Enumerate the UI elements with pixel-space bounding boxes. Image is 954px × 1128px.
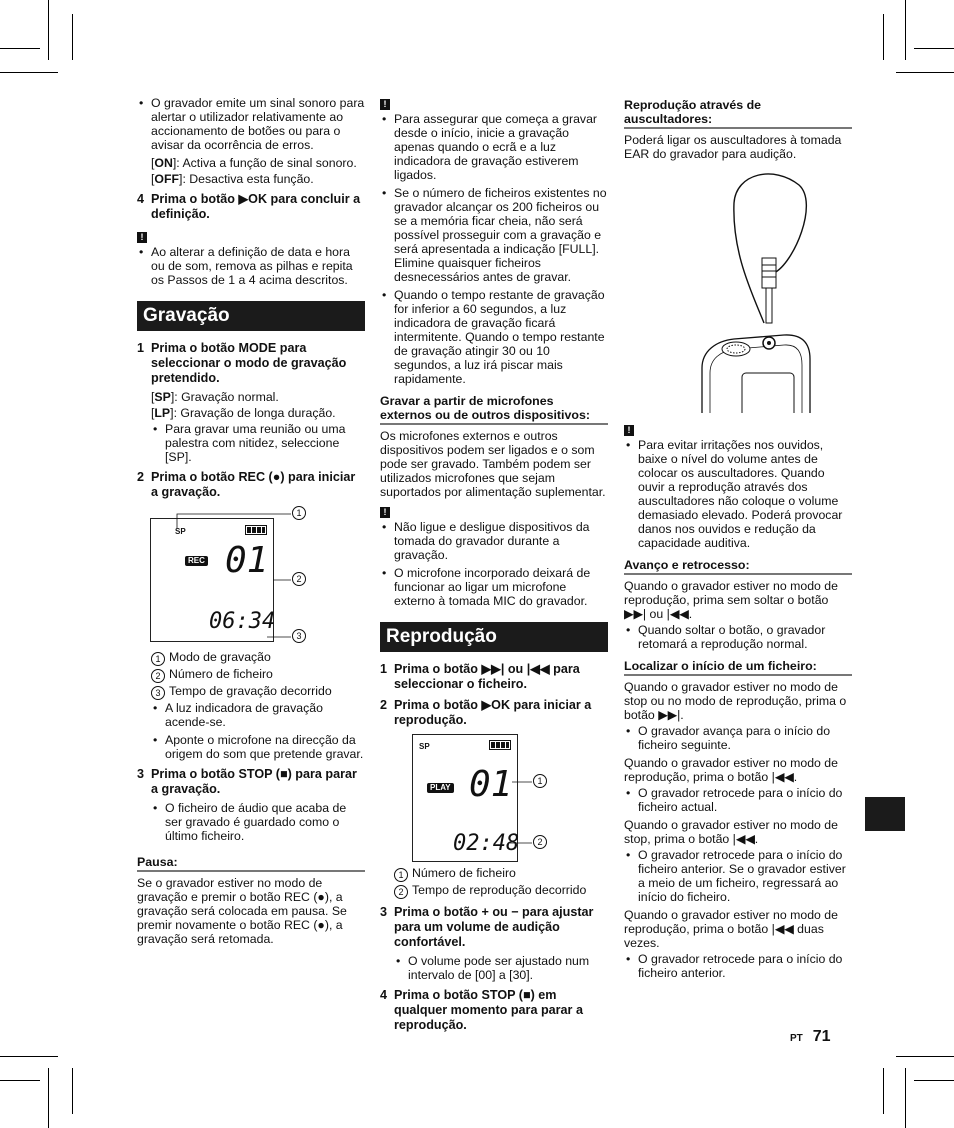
option-sp: [SP]: Gravação normal. xyxy=(151,390,279,404)
callout-lines xyxy=(137,504,365,644)
exclamation-icon: ! xyxy=(137,232,147,243)
elapsed-time: 06:34 xyxy=(209,609,276,634)
bullet-text: Para assegurar que começa a gravar desde o início, inicie a gravação apenas quando o ecrã e a luz indicadora de gravação estiverem ligados. xyxy=(394,112,598,182)
callout-number: 1 xyxy=(292,506,306,520)
bullet-text: Quando o tempo restante de gravação for inferior a 60 segundos, a luz indicadora de gravação ficará intermitente. Quando o tempo restante de gravação atingir 30 ou 10 segundos, a luz irá piscar mais rapidamente. xyxy=(394,288,605,386)
bullet-text: O gravador emite um sinal sonoro para alertar o utilizador relativamente ao accionamento de botões ou para o avisar da ocorrência de erros. xyxy=(151,96,365,152)
mode-indicator: SP xyxy=(419,742,430,751)
step-number: 1 xyxy=(380,662,388,676)
elapsed-time: 02:48 xyxy=(453,831,520,856)
step-text: Prima o botão MODE para seleccionar o modo de gravação pretendido. xyxy=(151,341,347,385)
file-number: 01 xyxy=(469,764,513,805)
language-code: PT xyxy=(790,1033,803,1044)
crop-mark xyxy=(896,72,954,73)
crop-mark xyxy=(72,14,73,60)
paragraph: Poderá ligar os auscultadores à tomada EAR do gravador para audição. xyxy=(624,133,842,161)
list-item xyxy=(624,438,852,550)
option-lp: [LP]: Gravação de longa duração. xyxy=(151,406,336,420)
recording-display-figure xyxy=(137,504,365,644)
playback-display-figure xyxy=(380,732,608,862)
bullet-text: Para gravar uma reunião ou uma palestra com nitidez, seleccione [SP]. xyxy=(165,422,346,464)
option-text: : Gravação normal. xyxy=(174,390,279,404)
legend-item xyxy=(394,866,608,882)
exclamation-icon: ! xyxy=(380,99,390,110)
column-1 xyxy=(137,96,365,948)
step-number: 4 xyxy=(380,988,388,1002)
section-thumb-tab xyxy=(865,797,905,831)
exclamation-icon: ! xyxy=(380,507,390,518)
list-item xyxy=(380,112,608,182)
bullet-text: O ficheiro de áudio que acaba de ser gravado é guardado como o último ficheiro. xyxy=(165,801,347,843)
bullet-text: O gravador retrocede para o início do ficheiro actual. xyxy=(638,786,843,814)
crop-mark xyxy=(896,1056,954,1057)
subheading-pausa: Pausa: xyxy=(137,855,365,872)
key-label: ON xyxy=(154,156,173,170)
bullet-text: O gravador retrocede para o início do ficheiro anterior. Se o gravador estiver a meio de um ficheiro, regressará ao início do ficheiro. xyxy=(638,848,846,904)
list-item xyxy=(151,733,365,761)
crop-mark xyxy=(48,1068,49,1128)
callout-number: 3 xyxy=(292,629,306,643)
option-text: : Desactiva esta função. xyxy=(182,172,314,186)
step-4 xyxy=(137,192,365,222)
legend-item xyxy=(151,650,365,666)
crop-mark xyxy=(0,48,40,49)
paragraph: Quando o gravador estiver no modo de stop, prima o botão |◀◀. xyxy=(624,818,838,846)
section-title: Gravação xyxy=(137,301,365,331)
crop-mark xyxy=(48,0,49,60)
legend-text: Tempo de gravação decorrido xyxy=(169,684,332,698)
option-text: : Activa a função de sinal sonoro. xyxy=(176,156,357,170)
section-title: Reprodução xyxy=(380,622,608,652)
step-text: Prima o botão REC (●) para iniciar a gravação. xyxy=(151,470,356,499)
legend xyxy=(137,650,365,700)
bullet-text: O gravador retrocede para o início do ficheiro anterior. xyxy=(638,952,843,980)
callout-number: 2 xyxy=(292,572,306,586)
legend-text: Tempo de reprodução decorrido xyxy=(412,883,587,897)
crop-mark xyxy=(883,1068,884,1114)
list-item xyxy=(624,724,852,752)
subheading-headphones: Reprodução através de auscultadores: xyxy=(624,98,852,129)
list-item xyxy=(380,288,608,386)
list-item xyxy=(624,786,852,814)
callout-lines xyxy=(380,732,608,862)
subheading-forward-rewind: Avanço e retrocesso: xyxy=(624,558,852,575)
mode-indicator: SP xyxy=(175,527,186,536)
crop-mark xyxy=(72,1068,73,1114)
bullet-text: Aponte o microfone na direcção da origem do som que pretende gravar. xyxy=(165,733,364,761)
step-text: Prima o botão STOP (■) para parar a gravação. xyxy=(151,767,357,796)
key-label: LP xyxy=(154,406,171,420)
list-item xyxy=(380,186,608,284)
key-label: OFF xyxy=(154,172,180,186)
list-item xyxy=(137,96,365,152)
option-off: [OFF]: Desactiva esta função. xyxy=(151,172,314,186)
subheading-locate-file: Localizar o início de um ficheiro: xyxy=(624,659,852,676)
step-4 xyxy=(380,988,608,1033)
callout-number: 1 xyxy=(151,652,165,666)
list-item xyxy=(137,245,365,287)
step-text: Prima o botão ▶▶| ou |◀◀ para seleccionar o ficheiro. xyxy=(394,662,580,691)
paragraph: Se o gravador estiver no modo de gravação e premir o botão REC (●), a gravação será colocada em pausa. Se premir novamente o botão REC (●), a gravação será retomada. xyxy=(137,876,347,946)
legend-text: Modo de gravação xyxy=(169,650,271,664)
list-item xyxy=(151,422,365,464)
step-text: Prima o botão ▶OK para iniciar a reprodução. xyxy=(394,698,592,727)
step-number: 2 xyxy=(380,698,388,712)
option-on: [ON]: Activa a função de sinal sonoro. xyxy=(151,156,357,170)
headphone-recorder-illustration xyxy=(624,163,852,413)
play-indicator: PLAY xyxy=(427,783,454,793)
crop-mark xyxy=(0,1080,40,1081)
crop-mark xyxy=(914,1080,954,1081)
step-text: Prima o botão ▶OK para concluir a definição. xyxy=(151,192,361,221)
paragraph: Quando o gravador estiver no modo de reprodução, prima o botão |◀◀. xyxy=(624,756,838,784)
bullet-text: O gravador avança para o início do ficheiro seguinte. xyxy=(638,724,831,752)
legend-text: Número de ficheiro xyxy=(169,667,273,681)
crop-mark xyxy=(914,48,954,49)
step-number: 3 xyxy=(137,767,145,781)
step-number: 2 xyxy=(137,470,145,484)
list-item xyxy=(380,566,608,608)
paragraph: Os microfones externos e outros dispositivos podem ser ligados e o som pode ser gravado. Também podem ser utilizados microfones que sejam suportados por alimentação suplementar. xyxy=(380,429,606,499)
paragraph: Quando o gravador estiver no modo de reprodução, prima o botão |◀◀ duas vezes. xyxy=(624,908,838,950)
bullet-text: Ao alterar a definição de data e hora ou de som, remova as pilhas e repita os Passos de 1 a 4 acima descritos. xyxy=(151,245,353,287)
crop-mark xyxy=(905,1068,906,1128)
step-2 xyxy=(380,698,608,728)
callout-number: 2 xyxy=(394,885,408,899)
step-number: 1 xyxy=(137,341,145,355)
callout-number: 1 xyxy=(394,868,408,882)
key-label: SP xyxy=(154,390,171,404)
step-3 xyxy=(380,905,608,950)
legend-item xyxy=(151,684,365,700)
callout-number: 1 xyxy=(533,774,547,788)
file-number: 01 xyxy=(225,540,269,581)
crop-mark xyxy=(0,1056,58,1057)
exclamation-icon: ! xyxy=(624,425,634,436)
paragraph: Quando o gravador estiver no modo de stop ou no modo de reprodução, prima o botão ▶▶|. xyxy=(624,680,847,722)
list-item xyxy=(394,954,608,982)
list-item xyxy=(380,520,608,562)
list-item xyxy=(624,623,852,651)
bullet-text: O volume pode ser ajustado num intervalo de [00] a [30]. xyxy=(408,954,590,982)
column-2 xyxy=(380,96,608,1037)
page-footer xyxy=(790,1030,831,1046)
callout-number: 2 xyxy=(533,835,547,849)
legend xyxy=(380,866,608,899)
step-2 xyxy=(137,470,365,500)
step-1 xyxy=(380,662,608,692)
step-1 xyxy=(137,341,365,386)
crop-mark xyxy=(0,72,58,73)
bullet-text: O microfone incorporado deixará de funcionar ao ligar um microfone externo à tomada MIC do gravador. xyxy=(394,566,591,608)
step-text: Prima o botão STOP (■) em qualquer momento para parar a reprodução. xyxy=(394,988,583,1032)
callout-number: 2 xyxy=(151,669,165,683)
legend-item xyxy=(151,667,365,683)
legend-item xyxy=(394,883,608,899)
callout-number: 3 xyxy=(151,686,165,700)
bullet-text: A luz indicadora de gravação acende-se. xyxy=(165,701,323,729)
step-3 xyxy=(137,767,365,797)
step-text: Prima o botão + ou − para ajustar para um volume de audição confortável. xyxy=(394,905,594,949)
bullet-text: Se o número de ficheiros existentes no gravador alcançar os 200 ficheiros ou se a memória ficar cheia, não será possível prosseguir com a gravação e será apresentada a indicação [FULL]. Elimine quaisquer ficheiros desnecessários antes de gravar. xyxy=(394,186,607,284)
page-number: 71 xyxy=(812,1028,831,1045)
column-3 xyxy=(624,96,852,984)
bullet-text: Quando soltar o botão, o gravador retomará a reprodução normal. xyxy=(638,623,826,651)
crop-mark xyxy=(905,0,906,60)
list-item xyxy=(151,701,365,729)
subheading-external-mic: Gravar a partir de microfones externos ou de outros dispositivos: xyxy=(380,394,608,425)
rec-indicator: REC xyxy=(185,556,208,566)
option-text: : Gravação de longa duração. xyxy=(173,406,336,420)
bullet-text: Não ligue e desligue dispositivos da tomada do gravador durante a gravação. xyxy=(394,520,590,562)
list-item xyxy=(624,848,852,904)
bullet-text: Para evitar irritações nos ouvidos, baixe o nível do volume antes de colocar os auscultadores. Quando ouvir a reprodução através dos auscultadores não coloque o volume demasiado elevado. Poderá provocar danos nos ouvidos e redução da capacidade auditiva. xyxy=(638,438,843,550)
paragraph: Quando o gravador estiver no modo de reprodução, prima sem soltar o botão ▶▶| ou |◀◀. xyxy=(624,579,838,621)
step-number: 3 xyxy=(380,905,388,919)
crop-mark xyxy=(883,14,884,60)
step-number: 4 xyxy=(137,192,145,206)
legend-text: Número de ficheiro xyxy=(412,866,516,880)
list-item xyxy=(151,801,365,843)
list-item xyxy=(624,952,852,980)
